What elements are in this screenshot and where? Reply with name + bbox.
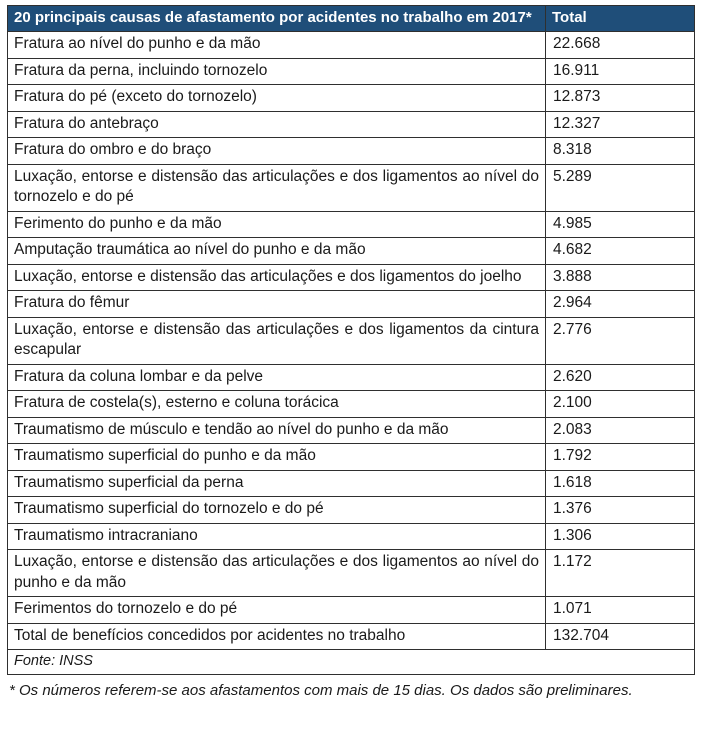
total-cell: 8.318: [546, 138, 695, 165]
table-row: [8, 138, 695, 165]
table-row: [8, 391, 695, 418]
cause-cell: Fratura do antebraço: [8, 111, 546, 138]
table-row: [8, 32, 695, 59]
table-row: [8, 111, 695, 138]
footnote: * Os números referem-se aos afastamentos com mais de 15 dias. Os dados são preliminares.: [9, 681, 633, 699]
total-cell: 12.873: [546, 85, 695, 112]
cause-cell: Ferimento do punho e da mão: [8, 211, 546, 238]
table-row: [8, 417, 695, 444]
total-cell: 132.704: [546, 623, 695, 650]
total-cell: 1.618: [546, 470, 695, 497]
total-cell: 4.985: [546, 211, 695, 238]
header-cause: 20 principais causas de afastamento por acidentes no trabalho em 2017*: [8, 6, 546, 32]
source-row: [8, 650, 695, 675]
cause-cell: Fratura do fêmur: [8, 291, 546, 318]
total-cell: 2.083: [546, 417, 695, 444]
total-cell: 1.376: [546, 497, 695, 524]
total-cell: 1.172: [546, 550, 695, 597]
cause-cell: Luxação, entorse e distensão das articulações e dos ligamentos ao nível do punho e da mão: [8, 550, 546, 597]
table-row: [8, 523, 695, 550]
table-row: [8, 291, 695, 318]
total-cell: 22.668: [546, 32, 695, 59]
table-row: [8, 317, 695, 364]
cause-cell: Fratura do pé (exceto do tornozelo): [8, 85, 546, 112]
table-row: [8, 238, 695, 265]
total-cell: 2.776: [546, 317, 695, 364]
total-cell: 3.888: [546, 264, 695, 291]
total-cell: 4.682: [546, 238, 695, 265]
cause-cell: Amputação traumática ao nível do punho e da mão: [8, 238, 546, 265]
total-cell: 2.100: [546, 391, 695, 418]
header-total: Total: [546, 6, 695, 32]
total-cell: 5.289: [546, 164, 695, 211]
table-row: [8, 623, 695, 650]
table-row: [8, 58, 695, 85]
accidents-table: [7, 5, 695, 675]
total-cell: 16.911: [546, 58, 695, 85]
table-row: [8, 597, 695, 624]
total-cell: 2.620: [546, 364, 695, 391]
cause-cell: Traumatismo de músculo e tendão ao nível do punho e da mão: [8, 417, 546, 444]
table-row: [8, 550, 695, 597]
table-row: [8, 164, 695, 211]
total-cell: 1.071: [546, 597, 695, 624]
cause-cell: Luxação, entorse e distensão das articulações e dos ligamentos ao nível do tornozelo e do pé: [8, 164, 546, 211]
total-cell: 1.792: [546, 444, 695, 471]
total-cell: 2.964: [546, 291, 695, 318]
cause-cell: Fratura da perna, incluindo tornozelo: [8, 58, 546, 85]
cause-cell: Traumatismo superficial do punho e da mão: [8, 444, 546, 471]
table-row: [8, 444, 695, 471]
table-row: [8, 470, 695, 497]
cause-cell: Fratura de costela(s), esterno e coluna torácica: [8, 391, 546, 418]
table-container: [7, 5, 694, 701]
table-header-row: [8, 6, 695, 32]
total-cell: 12.327: [546, 111, 695, 138]
cause-cell: Traumatismo superficial da perna: [8, 470, 546, 497]
cause-cell: Total de benefícios concedidos por acidentes no trabalho: [8, 623, 546, 650]
cause-cell: Luxação, entorse e distensão das articulações e dos ligamentos do joelho: [8, 264, 546, 291]
table-row: [8, 497, 695, 524]
cause-cell: Fratura ao nível do punho e da mão: [8, 32, 546, 59]
cause-cell: Traumatismo superficial do tornozelo e do pé: [8, 497, 546, 524]
source-note: Fonte: INSS: [8, 650, 695, 675]
table-row: [8, 264, 695, 291]
cause-cell: Ferimentos do tornozelo e do pé: [8, 597, 546, 624]
total-cell: 1.306: [546, 523, 695, 550]
table-row: [8, 85, 695, 112]
cause-cell: Fratura do ombro e do braço: [8, 138, 546, 165]
table-row: [8, 211, 695, 238]
cause-cell: Luxação, entorse e distensão das articulações e dos ligamentos da cintura escapular: [8, 317, 546, 364]
cause-cell: Traumatismo intracraniano: [8, 523, 546, 550]
table-row: [8, 364, 695, 391]
cause-cell: Fratura da coluna lombar e da pelve: [8, 364, 546, 391]
